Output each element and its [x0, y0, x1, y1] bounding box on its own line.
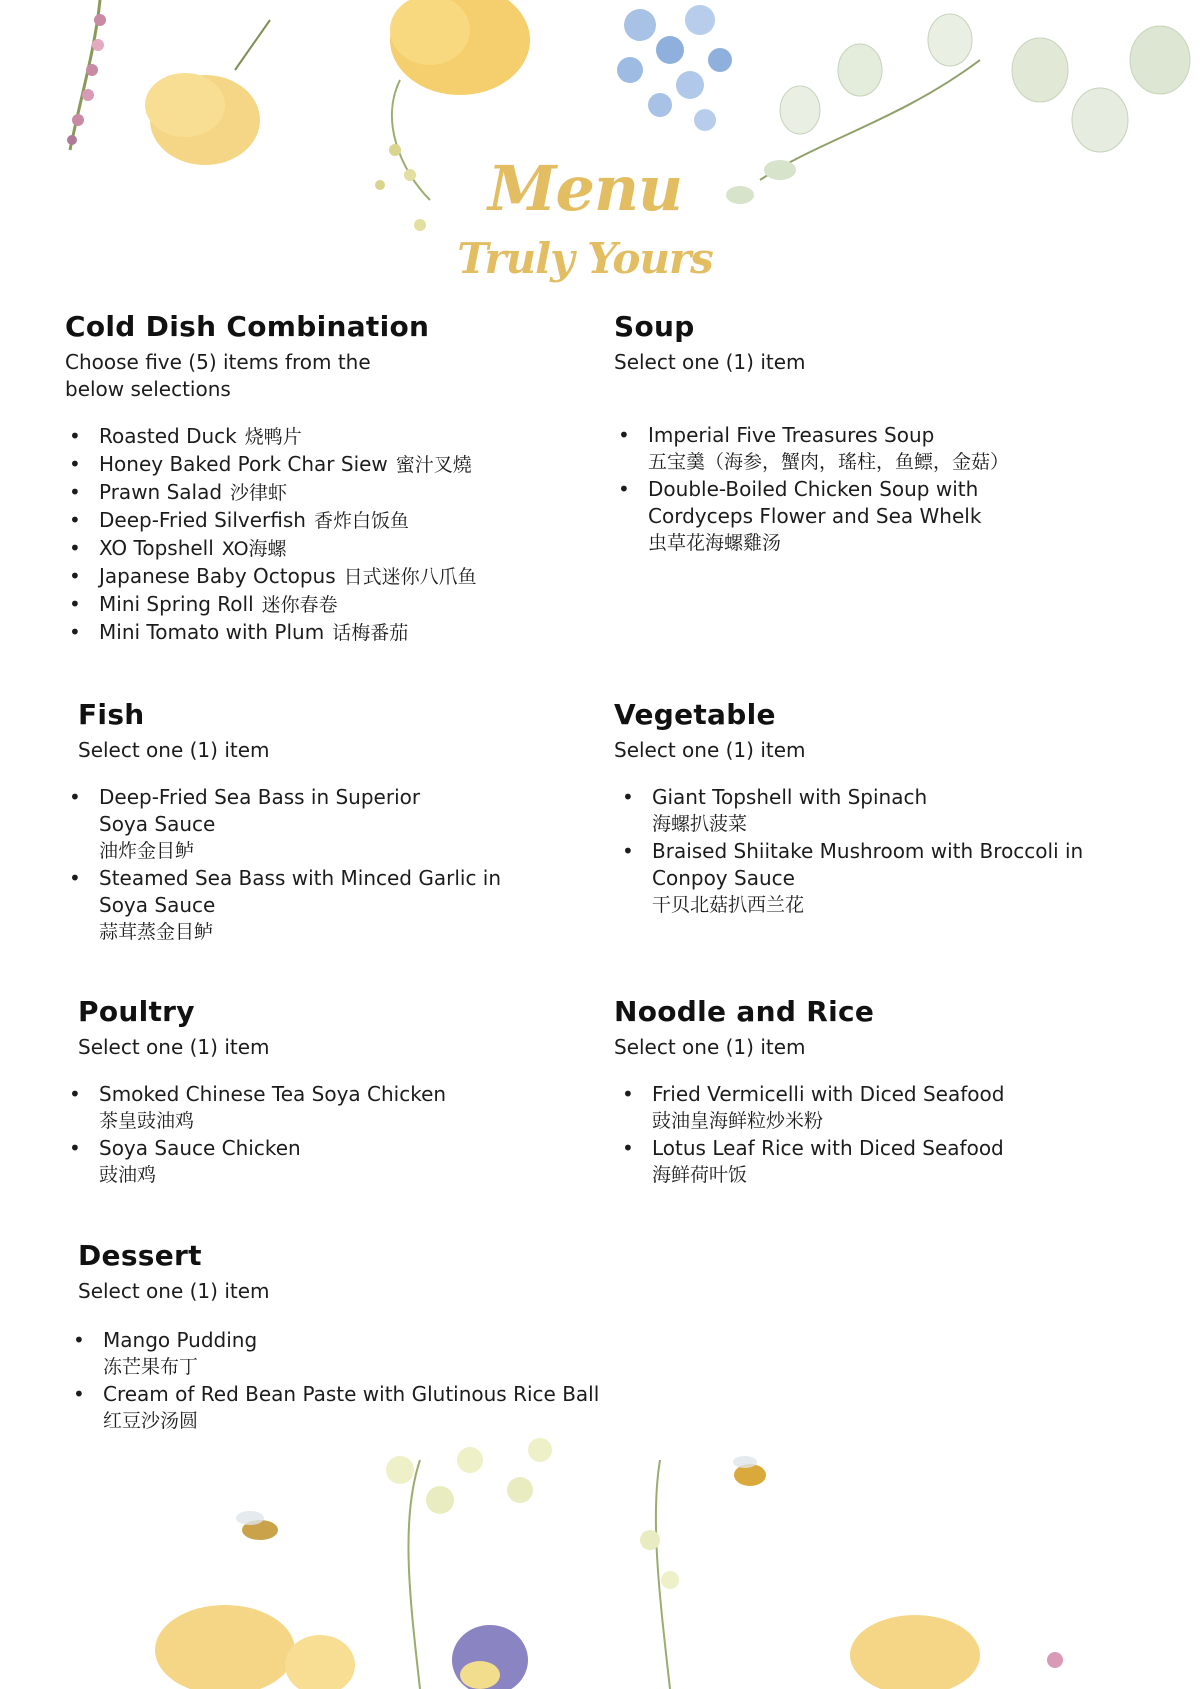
list-item: • Imperial Five Treasures Soup 五宝羹（海参，蟹肉，瑤柱，鱼鳔，金菇）: [618, 423, 1010, 473]
heather-sprig-icon: [67, 0, 106, 150]
list-item: • Deep-Fried Sea Bass in Superior Soya Sauce 油炸金目鲈: [69, 785, 421, 862]
section-instruction: Select one (1) item: [614, 350, 806, 374]
list-item: • Soya Sauce Chicken 豉油鸡: [69, 1136, 301, 1186]
list-item: • Steamed Sea Bass with Minced Garlic in Soya Sauce 蒜茸蒸金目鲈: [69, 866, 502, 943]
list-item: • Roasted Duck 烧鸭片: [69, 424, 302, 448]
section-instruction: Select one (1) item: [614, 1035, 806, 1059]
section-vegetable: [614, 698, 1114, 919]
section-soup: [614, 310, 1084, 557]
list-item: • Mango Pudding 冻芒果布丁: [73, 1328, 258, 1378]
dish-list: [65, 1081, 548, 1189]
list-item: • Braised Shiitake Mushroom with Broccoli in Conpoy Sauce 干贝北菇扒西兰花: [622, 839, 1084, 916]
section-heading: Dessert: [78, 1239, 202, 1272]
section-instruction: Select one (1) item: [614, 738, 806, 762]
list-item: • Prawn Salad 沙律虾: [69, 480, 288, 504]
section-noodle-rice: [614, 995, 1114, 1189]
list-item: • Cream of Red Bean Paste with Glutinous Rice Ball 红豆沙汤圆: [73, 1382, 600, 1432]
section-heading: Cold Dish Combination: [65, 310, 430, 343]
yellow-poppy-icon: [145, 20, 270, 165]
dish-list: [614, 422, 1084, 557]
section-instruction: Choose five (5) items from the below selections: [65, 350, 371, 401]
dish-list: [69, 1327, 638, 1435]
bee-icon: [236, 1456, 766, 1540]
list-item: • Fried Vermicelli with Diced Seafood 豉油皇海鲜粒炒米粉: [622, 1082, 1005, 1132]
dish-list: [65, 784, 548, 946]
list-item: • Mini Spring Roll 迷你春卷: [69, 592, 338, 616]
forget-me-not-icon: [617, 5, 732, 131]
dish-list: [65, 423, 545, 647]
section-instruction: Select one (1) item: [78, 1279, 270, 1303]
list-item: • Smoked Chinese Tea Soya Chicken 茶皇豉油鸡: [69, 1082, 447, 1132]
bottom-flowers-icon: [155, 1438, 1063, 1689]
dish-list: [618, 784, 1114, 919]
section-heading: Noodle and Rice: [614, 995, 875, 1028]
section-heading: Fish: [78, 698, 145, 731]
section-dessert: [73, 1239, 638, 1435]
menu-subtitle: Truly Yours: [457, 234, 713, 283]
section-instruction: Select one (1) item: [78, 1035, 270, 1059]
section-heading: Vegetable: [614, 698, 776, 731]
section-heading: Soup: [614, 310, 695, 343]
list-item: • XO Topshell XO海螺: [69, 536, 287, 560]
section-fish: [69, 698, 548, 946]
section-poultry: [69, 995, 548, 1189]
list-item: • Japanese Baby Octopus 日式迷你八爪鱼: [69, 564, 477, 588]
dish-list: [618, 1081, 1114, 1189]
list-item: • Honey Baked Pork Char Siew 蜜汁叉燒: [69, 452, 472, 476]
list-item: • Lotus Leaf Rice with Diced Seafood 海鲜荷叶饭: [622, 1136, 1004, 1186]
list-item: • Deep-Fried Silverfish 香炸白饭鱼: [69, 508, 409, 532]
section-cold-dish: [65, 310, 545, 647]
menu-title: Menu: [487, 152, 683, 225]
section-heading: Poultry: [78, 995, 195, 1028]
section-instruction: Select one (1) item: [78, 738, 270, 762]
list-item: • Double-Boiled Chicken Soup with Cordyceps Flower and Sea Whelk 虫草花海螺雞汤: [618, 477, 982, 554]
list-item: • Mini Tomato with Plum 话梅番茄: [69, 620, 409, 644]
list-item: • Giant Topshell with Spinach 海螺扒菠菜: [622, 785, 928, 835]
